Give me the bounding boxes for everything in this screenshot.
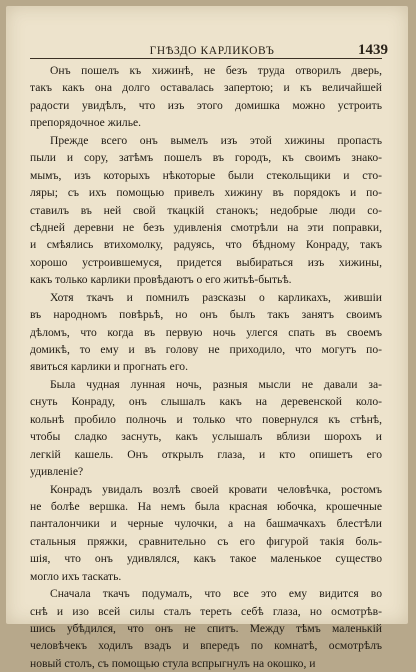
paragraph <box>30 289 382 376</box>
text-line: человѣчекъ ходилъ взадъ и впередъ по комнатѣ, осмотрѣлъ <box>30 639 382 653</box>
text-line: въ народномъ повѣрьѣ, но онъ былъ такъ занятъ своимъ <box>30 308 382 322</box>
body-text <box>30 62 382 672</box>
text-line: какъ только карлики провѣдаютъ о его житьѣ-бытьѣ. <box>30 273 292 287</box>
text-line: и смѣялись втихомолку, радуясь, что бѣдному Конраду, такъ <box>30 238 382 252</box>
text-line: дѣломъ, что когда въ первую ночь улегся спать въ своемъ <box>30 325 382 339</box>
text-line: удивленіе? <box>30 465 84 479</box>
text-line: снуть Конраду, онъ слышалъ какъ на деревенской коло- <box>30 395 382 409</box>
text-line: Прежде всего онъ вымелъ изъ этой хижины пропасть <box>50 133 382 147</box>
text-line: такъ какъ она долго оставалась запертою; и къ величайшей <box>30 81 382 95</box>
text-line: стальныя пряжки, сравнительно съ его фигурой такія боль- <box>30 534 382 548</box>
header-rule <box>30 58 382 59</box>
text-line: кольнѣ пробило полночь и только что повернулся къ стѣнѣ, <box>30 412 382 426</box>
paragraph <box>30 132 382 289</box>
text-line: Хотя ткачъ и помнилъ разсказы о карликахъ, жившіи <box>50 290 382 304</box>
text-line: явиться карлики и прогнать его. <box>30 360 188 374</box>
paragraph <box>30 62 382 132</box>
text-line: радости увидѣлъ, что изъ этого домишка можно устроить <box>30 98 382 112</box>
page-number: 1439 <box>358 42 388 58</box>
text-line: легкій кашель. Онъ открылъ глаза, и кто опишетъ его <box>30 447 382 461</box>
paragraph <box>30 585 382 672</box>
text-line: шія, что онъ удивлялся, какъ такое маленькое существо <box>30 552 382 566</box>
text-line: новый столъ, съ помощью стула вспрыгнулъ на окошко, и <box>30 656 316 670</box>
text-line: Была чудная лунная ночь, разныя мысли не давали за- <box>50 377 382 391</box>
text-line: панталончики и черные чулочки, а на башмачкахъ блестѣли <box>30 517 382 531</box>
text-line: мымъ, изъ которыхъ нѣкоторые были стекольщики и сто- <box>30 168 382 182</box>
text-line: не болѣе вершка. На немъ была красная юбочка, крошечные <box>30 499 382 513</box>
running-title: ГНѢЗДО КАРЛИКОВЪ <box>149 45 275 57</box>
text-line: хорошо устроившемуся, придется выбираться изъ хижины, <box>30 255 382 269</box>
text-line: ставилъ въ ней свой ткацкій станокъ; недобрые люди со- <box>30 203 382 217</box>
page-header <box>36 42 388 64</box>
text-line: могло ихъ таскать. <box>30 569 122 583</box>
text-line: ляры; съ ихъ помощью привелъ хижину въ порядокъ и по- <box>30 186 382 200</box>
paragraph <box>30 376 382 481</box>
text-line: домикѣ, то ему и въ голову не приходило, что могутъ по- <box>30 343 382 356</box>
text-line: чтобы сладко заснуть, какъ услышалъ вблизи шорохъ и <box>30 430 382 444</box>
text-line: препорядочное жилье. <box>30 116 142 130</box>
paragraph <box>30 481 382 586</box>
text-line: шись убѣдился, что онъ не спитъ. Между тѣмъ маленькій <box>30 622 382 635</box>
text-line: пыли и сору, затѣмъ пошелъ въ городъ, къ своимъ знако- <box>30 151 382 165</box>
text-line: сѣдней деревни не безъ удивленія смотрѣли на эти поправки, <box>30 220 382 234</box>
text-line: снѣ и изо всей силы сталъ тереть себѣ глаза, но осмотрѣв- <box>30 604 382 618</box>
text-line: Онъ пошелъ къ хижинѣ, не безъ труда отворилъ дверь, <box>50 64 382 77</box>
text-line: Конрадъ увидалъ возлѣ своей кровати человѣчка, ростомъ <box>50 482 382 496</box>
text-line: Сначала ткачъ подумалъ, что все это ему видится во <box>50 587 382 601</box>
